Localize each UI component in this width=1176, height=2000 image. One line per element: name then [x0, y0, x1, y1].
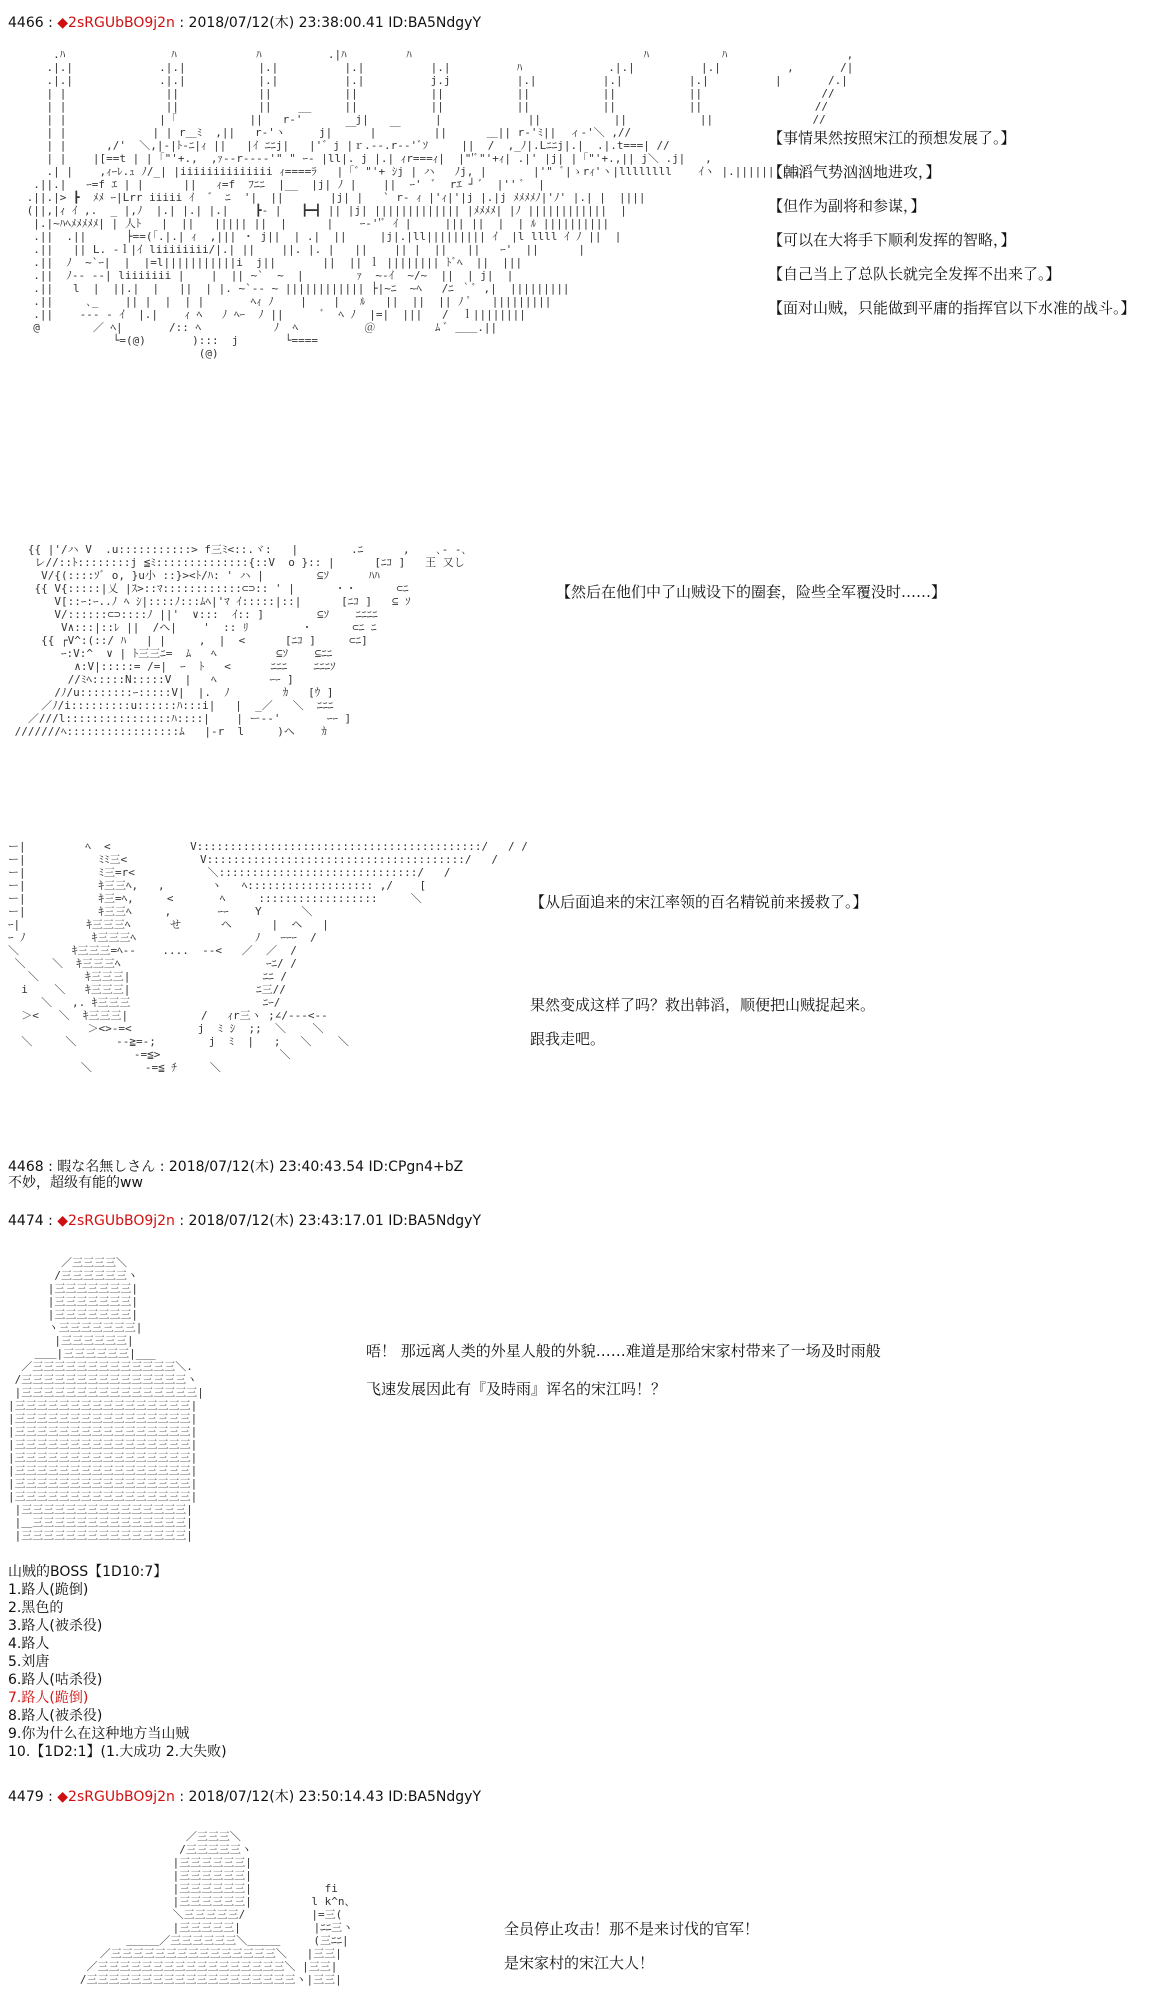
narration-line: 【韩滔气势汹汹地进攻，】: [768, 163, 941, 181]
tripcode: 2sRGUbBO9j2n: [68, 15, 175, 31]
speech-line: 唔！ 那远离人类的外星人般的外貌……难道是那给宋家村带来了一场及时雨般: [366, 1342, 881, 1360]
tripcode: 2sRGUbBO9j2n: [68, 1789, 175, 1805]
post-body: 不妙，超级有能的ww: [8, 1175, 143, 1191]
speech-line: 飞速发展因此有『及時雨』诨名的宋江吗！？: [366, 1380, 667, 1398]
list-item: 10.【1D2:1】(1.大成功 2.大失败): [8, 1744, 227, 1760]
list-item: 2.黑色的: [8, 1600, 64, 1616]
narration-line: 【但作为副将和参谋，】: [768, 197, 926, 215]
post-header-4479: 4479 : ◆2sRGUbBO9j2n : 2018/07/12(木) 23:50:14.43 ID:BA5NdgyY: [8, 1789, 481, 1805]
list-item: 1.路人(跪倒): [8, 1582, 89, 1598]
tripcode: 2sRGUbBO9j2n: [68, 1213, 175, 1229]
post-meta: : 2018/07/12(木) 23:40:43.54 ID:CPgn4+bZ: [155, 1159, 464, 1175]
ascii-art-army: .ﾊ ﾊ ﾊ .|ﾊ ﾊ ﾊ ﾊ , .|.| .|.| |.| |.| |.| ﾊ .|.| |.| , /| .|.| .|.| |.| |.| j.j |.| |.| |.| | /.| | | || || || || || || || // | | || || __ || || || || || // | | |「 || r‐' j| | || || || // | | | | r＿ﾐ ,|| r‐'ヽ j| ￣ | ￣ || ＿|| r‐'ﾐ|| ィ‐'＼ ,// | | ,/' ＼,|-|ﾄ‐ﾆ|ｨ || |ｲ ﾆﾆj| |'゛j |ｒ.‐‐.r-‐'ﾞｿ || / ,_ﾉ|.Lﾆﾆj|.| .|.t===| // | | |[==t | | ｢"'+., ,ｧ-‐r‐‐‐‐'" " ｰ‐ |ll|. j |.| ｨr===ｨ| |"'ﾞ"'+ｨ| .|' |j| |「"'+.,|| j＼ .j| , .| | ,ｨｰﾚ.ｭ ﾉ/_| |iiiiiiiiiiiiii ｨ====ﾗ |「゛"'+ ｼj | ハ ﾉj, | |'" ﾞ|ゝrｨ'ヽ|llllllll ｲヽ |.||||||||||| .||.| ｰ=f ｴ | | || ｨ=f ﾌﾆﾆ |__ |j| ﾉ | || ｰ' ﾞ rｴ ┘ ﾞ |'' ﾞ | .||.|> ┣ ﾒﾒ ｰ|Lrr iiiii ｲ ゛ ﾆ '| || |j| | ` r‐ ｨ |'ｨ|'|j |.|j ﾒﾒﾒﾒﾉ|'ﾉ' |.| | |||| (||,|ｨ ｲ ,. _ |,ﾉ |.| |.| |.| ┣‐ | ┣━┫ || |j| ||||||||||||| |ﾒﾒﾒﾒ| |ﾉ |||||||||||| | |.|~ﾊﾍﾒﾒﾒﾒﾒ| | 人ﾄ | || ||||| || | | ｰ‐''ﾞ ｲ | ||| || | | ﾙ |||||||||| .|| .|| ├==(「.|.| ｨ ,||| ・ j|| | .| || |j|.|ll||||||||| ｲ |l llll ｲ ﾉ || | .|| || L. ‐ｌ|ｲ liiiiiiii/|.| || ||. |. | || || | || || ｰ' || | .|| ﾉ ~`ｰ| | |=l|||||||||||i j|| || || ｌ |||||||| ﾄﾞﾍ || ||| .|| ﾉ‐‐ ‐‐| liiiiiii | | || ~` ~ | ｧ ~‐ｲ ~/~ || | j| | .|| l | ||.| | || | |. ~`‐‐ ~ |||||||||||| ├|~ﾆ ~ﾍ /ﾆ ｀ﾞ ,| ||||||||| .|| ､_ || | | | | ﾍｨ ﾉ | | ﾙ || || || ﾉ ﾟ ||||||||| .|| ‐‐‐ ‐ ｲ |.| ｨ ﾍ ﾉ ﾍｰ ﾉ || ﾞ ﾍ ﾉ |=| ||| / ｌ|||||||| @ ／ ﾍ| /:: ﾍ ﾉ ﾍ ＠ ﾑ ﾞ ＿＿.|| └=(@) )::: j └==== (@): [26, 48, 854, 360]
post-number[interactable]: 4479: [8, 1789, 44, 1805]
narration-line: 【自己当上了总队长就完全发挥不出来了。】: [768, 265, 1061, 283]
post-meta: : 2018/07/12(木) 23:43:17.01 ID:BA5NdgyY: [174, 1213, 481, 1229]
speech-line: 是宋家村的宋江大人！: [504, 1954, 655, 1972]
list-item: 6.路人(咕杀役): [8, 1672, 103, 1688]
ascii-art-ambush: {{ |'/ハ V .u:::::::::::> f三ﾐ<::.ヾ: | .ﾆ , ､‐ ‐､ レ//::ﾄ::::::::j ≦ﾐ::::::::::::::{::V o }:: | [ﾆｺ ] 王 又し V/{(::::ｿﾞ o, }u小 ::}><ﾄ/ﾊ: ' ハ | ⊆ｿ ﾊﾊ {{ V{:::::|乂 |ｽ>::ﾏ::::::::::::⊂⊃:: ' | ・・ ⊂ﾆ V[::ｰ:ｰ..ﾉ ﾍ ｼ|::::ﾉ:::ﾑﾍ|'ﾏ ｲ:::::|::| [ﾆｺ ] ⊆ ｿ V/::::::⊂⊃::::ﾉ ||' ∨::: ｲ:: ] ⊆ｿ ﾆﾆﾆﾆ V∧:::|::ﾚ || /ヘ| ' :: ﾘ ・ ⊂ﾆ ﾆ {{ ┌V^:(::/ ﾊ | | , | < [ﾆｺ ] ⊂ﾆ] ｰ:V:^ ∨ | ﾄ三三ﾆ= ﾑ ﾍ ⊆ｿ ⊆ﾆﾆ ∧:V|:::::= /=| ｰ ﾄ < ﾆﾆﾆ ﾆﾆﾆｿ //ﾐﾍ:::::N:::::V | ﾍ ｰｰ ] /ﾉ/u::::::::ｰ:::::V| |. ﾉ ｶ [ｳ ] ／ﾉ/i:::::::::u::::::ﾊ:::i| | _／ ＼ ﾆﾆﾆ ／///l::::::::::::::::ﾊ::::| | ー‐‐' ｰｰ ] ///////ﾍ:::::::::::::::::ﾑ |-r l )ヘ ｶ: [14, 543, 467, 738]
narration-line: 【面对山贼，只能做到平庸的指挥官以下水准的战斗。】: [768, 299, 1136, 317]
ascii-art-songjiang-back-2: ／三三三＼ /三三三三三ヽ |三三三三三三| |三三三三三三| |三三三三三三| fi |三三三三三三| l k^n、 ＼三三三三三/ |=三( |三三三三三| |ﾆﾆ三ヽ ＿＿＿／三三三三三三＼＿＿＿ (三ﾆﾆ| ／三三三三三三三三三三三三三三三＼ |三三| ／三三三三三三三三三三三三三三三三三＼ |三三| /三三三三三三三三三三三三三三三三三三三ヽ|三三|: [79, 1830, 356, 1986]
list-item: 9.你为什么在这种地方当山贼: [8, 1726, 190, 1742]
post-meta: : 2018/07/12(木) 23:50:14.43 ID:BA5NdgyY: [174, 1789, 481, 1805]
list-item: 4.路人: [8, 1636, 50, 1652]
ascii-art-songjiang-back: ／三三三三＼ /三三三三三三ヽ |三三三三三三三| |三三三三三三三| |三三三三三三三| ヽ三三三三三三三| |三三三三三三| ＿＿|三三三三三三|___ ／三三三三三三三三三三三三三＼. /三三三三三三三三三三三三三三三ヽ |三三三三三三三三三三三三三三三三| |三三三三三三三三三三三三三三三三| |三三三三三三三三三三三三三三三三| |三三三三三三三三三三三三三三三三| |三三三三三三三三三三三三三三三三| |三三三三三三三三三三三三三三三三| |三三三三三三三三三三三三三三三三| |三三三三三三三三三三三三三三三三| |三三三三三三三三三三三三三三三三| |三三三三三三三三三三三三三三三| |＿三三三三三三三三三三三三三三| |三三三三三三三三三三三三三三三|: [8, 1256, 204, 1542]
list-item: 5.刘唐: [8, 1654, 50, 1670]
post-header-4466: 4466 : ◆2sRGUbBO9j2n : 2018/07/12(木) 23:38:00.41 ID:BA5NdgyY: [8, 15, 481, 31]
boss-list: [8, 1563, 227, 1761]
trip-marker: ◆: [57, 1213, 69, 1229]
speech-line: 果然变成这样了吗？救出韩滔，顺便把山贼捉起来。: [530, 996, 876, 1014]
narration-block-3: 【从后面追来的宋江率领的百名精锐前来援救了。】: [530, 893, 868, 911]
post-header-4468: 4468 : 暇な名無しさん : 2018/07/12(木) 23:40:43.54 ID:CPgn4+bZ: [8, 1159, 464, 1175]
list-item: 3.路人(被杀役): [8, 1618, 103, 1634]
post-number[interactable]: 4468: [8, 1159, 44, 1175]
post-number[interactable]: 4474: [8, 1213, 44, 1229]
trip-marker: ◆: [57, 1789, 69, 1805]
narration-line: 【可以在大将手下顺利发挥的智略，】: [768, 231, 1016, 249]
poster-name: 暇な名無しさん: [57, 1159, 156, 1175]
speech-line: 跟我走吧。: [530, 1030, 606, 1048]
list-item-highlighted: 7.路人(跪倒): [8, 1690, 89, 1706]
narration-block-1: [768, 128, 1136, 318]
post-meta: : 2018/07/12(木) 23:38:00.41 ID:BA5NdgyY: [174, 15, 481, 31]
list-item: 8.路人(被杀役): [8, 1708, 103, 1724]
trip-marker: ◆: [57, 15, 69, 31]
post-header-4474: 4474 : ◆2sRGUbBO9j2n : 2018/07/12(木) 23:43:17.01 ID:BA5NdgyY: [8, 1213, 481, 1229]
narration-block-2: 【然后在他们中了山贼设下的圈套，险些全军覆没时……】: [556, 583, 947, 601]
post-number[interactable]: 4466: [8, 15, 44, 31]
narration-line: 【事情果然按照宋江的预想发展了。】: [768, 129, 1016, 147]
boss-list-title: 山贼的BOSS【1D10:7】: [8, 1564, 168, 1580]
speech-line: 全员停止攻击！那不是来讨伐的官军！: [504, 1920, 760, 1938]
ascii-art-rescue: ー| ﾍ < V:::::::::::::::::::::::::::::::::::::::::::/ / / ー| ﾐﾐ三< V:::::::::::::::::::::::::::::::::::::::/ / ー| ﾐ三=r< ＼::::::::::::::::::::::::::::::/ / ー| ｷ三三ﾍ, , ヽ ﾍ::::::::::::::::::: ,/ [ ー| ｷ三=ﾍ, < ﾍ :::::::::::::::::: ＼ ー| ｷ三三ﾍ , ｰｰ Y ＼ ｰ| ｷ三三三ﾍ せ ヘ | ヘ | ｰ ﾉ ｷ三三三ﾍ ﾉ ｰｰｰ / ＼ ｷ三三三=ﾍ‐‐ .... ‐‐< ／ ／ / ＼ ＼ ｷ三三三ﾍ ｰﾆ/ / ＼ ｷ三三三| ﾆﾆ / i ＼ ｷ三三三| ﾆ三// ＼ ,. ｷ三三三 ﾆｰ/ ＞< ＼ ｷ三三三| / ｨr三ヽ ;∠/‐‐‐<‐‐ ＞<>‐=< j ﾐ ｼ ;; ＼ ＼ ＼ ＼ ‐‐≧=‐; j ﾐ | ; ＼ ＼ ‐=≦> ＼ ＼ ‐=≦ ﾁ ＼: [8, 840, 528, 1074]
